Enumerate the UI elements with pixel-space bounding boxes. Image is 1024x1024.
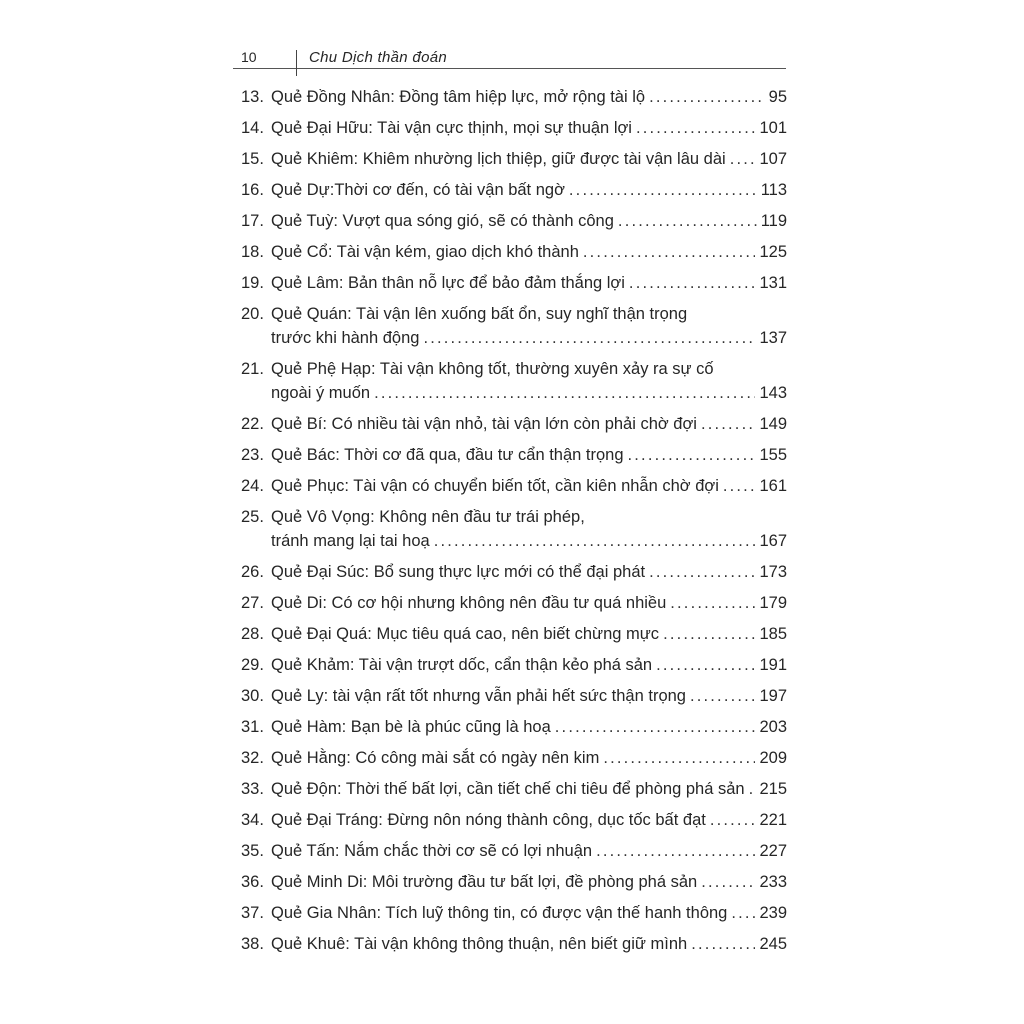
entry-page-number: 173: [759, 563, 787, 581]
toc-entry: [241, 85, 787, 109]
dot-leader: [656, 653, 755, 677]
dot-leader: [618, 209, 757, 233]
entry-number: 32.: [241, 749, 264, 767]
entry-title: Quẻ Minh Di: Môi trường đầu tư bất lợi, đề phòng phá sản: [271, 873, 698, 891]
dot-leader: [423, 326, 755, 350]
toc-entry: [241, 622, 787, 646]
dot-leader: [663, 622, 755, 646]
entry-number: 29.: [241, 656, 264, 674]
entry-page-number: 131: [759, 274, 787, 292]
entry-number: 30.: [241, 687, 264, 705]
toc-entry: [241, 116, 787, 140]
entry-number: 20.: [241, 305, 264, 323]
toc-entry: [241, 147, 787, 171]
entry-number: 24.: [241, 477, 264, 495]
running-title: Chu Dịch thần đoán: [309, 49, 447, 66]
entry-title: tránh mang lại tai hoạ: [271, 532, 430, 550]
entry-page-number: 167: [759, 532, 787, 550]
entry-title: ngoài ý muốn: [271, 384, 371, 402]
entry-page-number: 185: [759, 625, 787, 643]
toc-entry: [241, 271, 787, 295]
toc-entry: [241, 808, 787, 832]
header-separator: [296, 50, 297, 76]
dot-leader: [555, 715, 756, 739]
page-number: 10: [241, 49, 257, 65]
toc-entry: [241, 746, 787, 770]
dot-leader: [691, 932, 755, 956]
entry-number: 16.: [241, 181, 264, 199]
toc-entry: [241, 715, 787, 739]
entry-title: Quẻ Đại Quá: Mục tiêu quá cao, nên biết chừng mực: [271, 625, 660, 643]
dot-leader: [434, 529, 756, 553]
toc-entry: [241, 178, 787, 202]
toc-entry: [241, 209, 787, 233]
entry-number: 26.: [241, 563, 264, 581]
entry-number: 37.: [241, 904, 264, 922]
entry-number: 28.: [241, 625, 264, 643]
entry-page-number: 101: [759, 119, 787, 137]
entry-page-number: 143: [759, 384, 787, 402]
entry-title: Quẻ Đại Tráng: Đừng nôn nóng thành công, dục tốc bất đạt: [271, 811, 706, 829]
entry-title: Quẻ Cổ: Tài vận kém, giao dịch khó thành: [271, 243, 579, 261]
table-of-contents: [241, 85, 787, 963]
dot-leader: [749, 777, 756, 801]
entry-page-number: 215: [759, 780, 787, 798]
entry-page-number: 149: [759, 415, 787, 433]
entry-title: Quẻ Đồng Nhân: Đồng tâm hiệp lực, mở rộng tài lộ: [271, 88, 646, 106]
entry-title: Quẻ Lâm: Bản thân nỗ lực để bảo đảm thắng lợi: [271, 274, 625, 292]
entry-title: Quẻ Phục: Tài vận có chuyển biến tốt, cần kiên nhẫn chờ đợi: [271, 477, 719, 495]
entry-title: Quẻ Đại Hữu: Tài vận cực thịnh, mọi sự thuận lợi: [271, 119, 632, 137]
toc-entry: [241, 591, 787, 615]
entry-page-number: 245: [759, 935, 787, 953]
entry-page-number: 95: [768, 88, 787, 106]
entry-number: 13.: [241, 88, 264, 106]
entry-page-number: 161: [759, 477, 787, 495]
toc-entry: [241, 870, 787, 894]
entry-number: 18.: [241, 243, 264, 261]
entry-title: Quẻ Độn: Thời thế bất lợi, cần tiết chế chi tiêu để phòng phá sản: [271, 780, 745, 798]
entry-title: Quẻ Đại Súc: Bổ sung thực lực mới có thể đại phát: [271, 563, 646, 581]
entry-page-number: 113: [760, 181, 787, 199]
entry-page-number: 227: [759, 842, 787, 860]
entry-title: Quẻ Khảm: Tài vận trượt dốc, cẩn thận kẻo phá sản: [271, 656, 653, 674]
dot-leader: [690, 684, 755, 708]
entry-title: Quẻ Ly: tài vận rất tốt nhưng vẫn phải hết sức thận trọng: [271, 687, 686, 705]
toc-entry: [241, 302, 787, 350]
toc-entry: [241, 777, 787, 801]
entry-number: 34.: [241, 811, 264, 829]
dot-leader: [374, 381, 755, 405]
entry-page-number: 221: [759, 811, 787, 829]
entry-number: 27.: [241, 594, 264, 612]
entry-number: 21.: [241, 360, 264, 378]
entry-number: 23.: [241, 446, 264, 464]
entry-title: Quẻ Quán: Tài vận lên xuống bất ổn, suy nghĩ thận trọng: [271, 305, 688, 323]
entry-number: 17.: [241, 212, 264, 230]
entry-page-number: 203: [759, 718, 787, 736]
entry-title: Quẻ Phệ Hạp: Tài vận không tốt, thường xuyên xảy ra sự cố: [271, 360, 714, 378]
entry-page-number: 107: [759, 150, 787, 168]
entry-title: trước khi hành động: [271, 329, 420, 347]
dot-leader: [636, 116, 755, 140]
toc-entry: [241, 901, 787, 925]
entry-title: Quẻ Tuỳ: Vượt qua sóng gió, sẽ có thành công: [271, 212, 614, 230]
dot-leader: [583, 240, 756, 264]
toc-entry: [241, 560, 787, 584]
toc-entry: [241, 839, 787, 863]
entry-page-number: 155: [759, 446, 787, 464]
entry-page-number: 197: [759, 687, 787, 705]
toc-entry: [241, 684, 787, 708]
toc-entry: [241, 443, 787, 467]
dot-leader: [596, 839, 755, 863]
entry-number: 33.: [241, 780, 264, 798]
entry-title: Quẻ Khiêm: Khiêm nhường lịch thiệp, giữ được tài vận lâu dài: [271, 150, 726, 168]
entry-number: 15.: [241, 150, 264, 168]
entry-page-number: 239: [759, 904, 787, 922]
dot-leader: [628, 443, 756, 467]
entry-number: 35.: [241, 842, 264, 860]
toc-entry: [241, 932, 787, 956]
entry-number: 36.: [241, 873, 264, 891]
entry-page-number: 119: [760, 212, 787, 230]
entry-page-number: 137: [759, 329, 787, 347]
toc-entry: [241, 474, 787, 498]
entry-title: Quẻ Di: Có cơ hội nhưng không nên đầu tư quá nhiều: [271, 594, 667, 612]
toc-entry: [241, 653, 787, 677]
dot-leader: [723, 474, 756, 498]
entry-title: Quẻ Vô Vọng: Không nên đầu tư trái phép,: [271, 508, 585, 526]
dot-leader: [731, 901, 755, 925]
dot-leader: [649, 560, 755, 584]
dot-leader: [670, 591, 755, 615]
dot-leader: [730, 147, 756, 171]
page-header: [233, 46, 786, 69]
toc-entry: [241, 240, 787, 264]
entry-title: Quẻ Tấn: Nắm chắc thời cơ sẽ có lợi nhuận: [271, 842, 593, 860]
entry-title: Quẻ Gia Nhân: Tích luỹ thông tin, có được vận thế hanh thông: [271, 904, 728, 922]
entry-title: Quẻ Bí: Có nhiều tài vận nhỏ, tài vận lớn còn phải chờ đợi: [271, 415, 697, 433]
entry-number: 25.: [241, 508, 264, 526]
dot-leader: [701, 870, 755, 894]
entry-page-number: 233: [759, 873, 787, 891]
dot-leader: [649, 85, 765, 109]
entry-page-number: 209: [759, 749, 787, 767]
dot-leader: [701, 412, 756, 436]
dot-leader: [710, 808, 756, 832]
entry-number: 19.: [241, 274, 264, 292]
entry-page-number: 191: [759, 656, 787, 674]
entry-number: 14.: [241, 119, 264, 137]
entry-page-number: 125: [759, 243, 787, 261]
entry-title: Quẻ Hằng: Có công mài sắt có ngày nên kim: [271, 749, 600, 767]
toc-entry: [241, 505, 787, 553]
toc-entry: [241, 357, 787, 405]
dot-leader: [603, 746, 755, 770]
entry-number: 38.: [241, 935, 264, 953]
entry-title: Quẻ Khuê: Tài vận không thông thuận, nên biết giữ mình: [271, 935, 688, 953]
entry-title: Quẻ Dự:Thời cơ đến, có tài vận bất ngờ: [271, 181, 565, 199]
entry-page-number: 179: [759, 594, 787, 612]
entry-title: Quẻ Bác: Thời cơ đã qua, đầu tư cẩn thận trọng: [271, 446, 624, 464]
dot-leader: [629, 271, 756, 295]
entry-number: 31.: [241, 718, 264, 736]
entry-number: 22.: [241, 415, 264, 433]
toc-entry: [241, 412, 787, 436]
entry-title: Quẻ Hàm: Bạn bè là phúc cũng là hoạ: [271, 718, 551, 736]
dot-leader: [569, 178, 757, 202]
